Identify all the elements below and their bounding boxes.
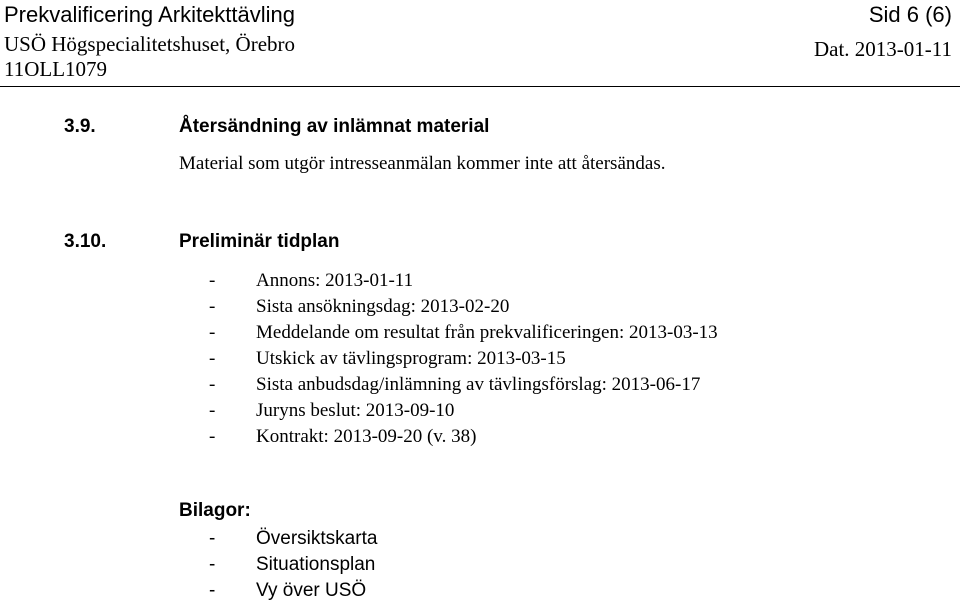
section-number: 3.9. [64, 116, 96, 137]
list-dash: - [209, 400, 216, 421]
page-number: Sid 6 (6) [868, 2, 952, 27]
list-dash: - [209, 528, 216, 549]
organization-name: USÖ Högspecialitetshuset, Örebro [4, 32, 296, 56]
list-dash: - [209, 554, 216, 575]
section-heading: Preliminär tidplan [179, 231, 340, 252]
list-item-text: Kontrakt: 2013-09-20 (v. 38) [256, 426, 477, 447]
list-item-text: Juryns beslut: 2013-09-10 [256, 400, 455, 421]
list-item-text: Annons: 2013-01-11 [256, 270, 414, 291]
attachments-heading: Bilagor: [179, 500, 251, 521]
section-heading: Återsändning av inlämnat material [179, 116, 490, 137]
list-item-text: Meddelande om resultat från prekvalificeringen: 2013-03-13 [256, 322, 718, 343]
list-dash: - [209, 580, 216, 601]
list-dash: - [209, 426, 216, 447]
section-number: 3.10. [64, 231, 107, 252]
list-item-text: Vy över USÖ [256, 580, 367, 601]
header-divider [0, 86, 960, 87]
list-dash: - [209, 296, 216, 317]
list-item-text: Sista ansökningsdag: 2013-02-20 [256, 296, 510, 317]
document-reference: 11OLL1079 [4, 57, 108, 81]
list-dash: - [209, 270, 216, 291]
list-item-text: Sista anbudsdag/inlämning av tävlingsförslag: 2013-06-17 [256, 374, 701, 395]
section-paragraph: Material som utgör intresseanmälan kommer inte att återsändas. [179, 153, 666, 174]
list-item-text: Situationsplan [256, 554, 376, 575]
list-dash: - [209, 322, 216, 343]
list-item-text: Utskick av tävlingsprogram: 2013-03-15 [256, 348, 566, 369]
list-dash: - [209, 348, 216, 369]
list-dash: - [209, 374, 216, 395]
list-item-text: Översiktskarta [256, 528, 378, 549]
document-date: Dat. 2013-01-11 [813, 37, 952, 61]
document-title: Prekvalificering Arkitekttävling [4, 2, 296, 27]
